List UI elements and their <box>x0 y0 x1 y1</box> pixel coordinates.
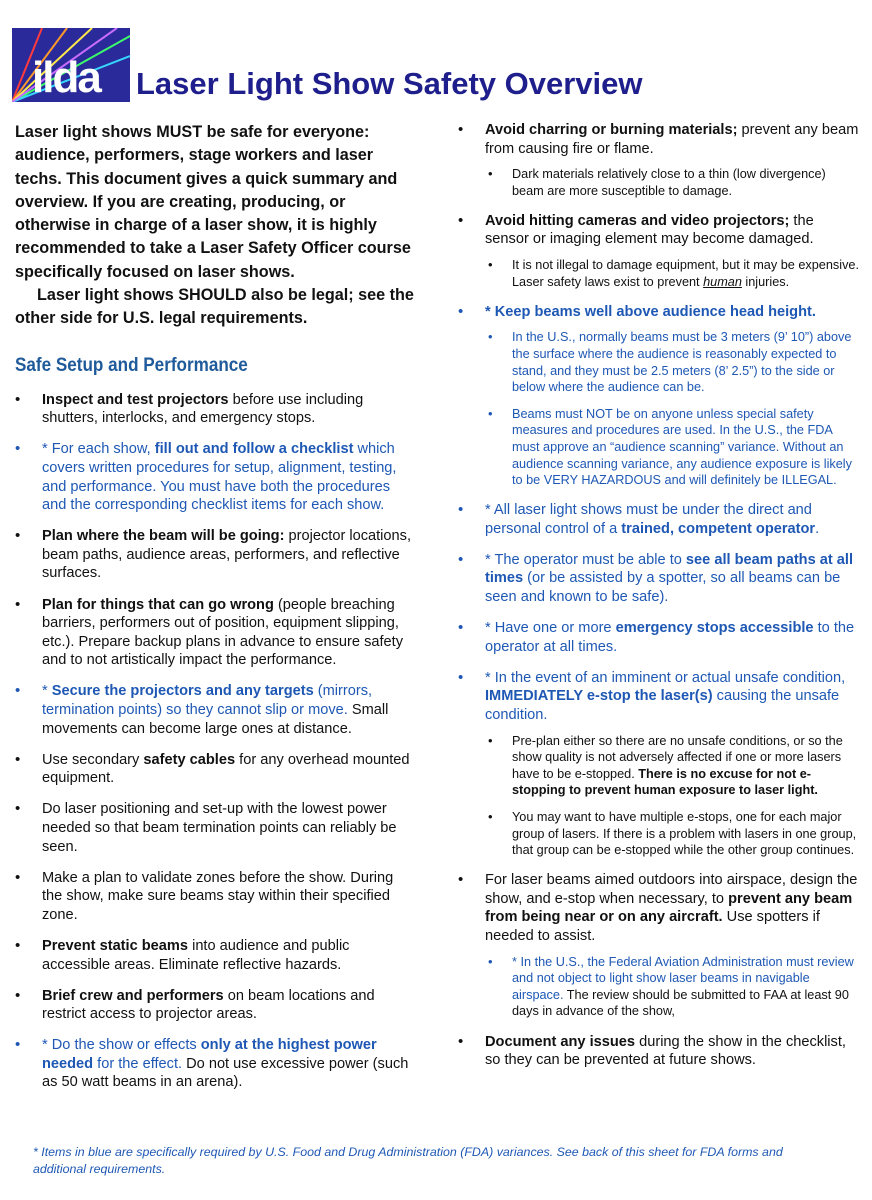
item-text: into audience and public accessible areas. Eliminate reflective hazards. <box>42 937 350 973</box>
item-bold: Plan for things that can go wrong <box>42 596 274 613</box>
item-pre: * For each show, <box>42 441 155 458</box>
item-bold: Inspect and test projectors <box>42 391 229 408</box>
sub-item <box>485 954 860 1020</box>
section-title: Safe Setup and Performance <box>15 354 248 376</box>
item-bold: see all beam paths at all times <box>485 551 854 587</box>
item-pre: * Do the show or effects <box>42 1037 201 1054</box>
list-item <box>458 303 860 489</box>
ilda-logo <box>12 28 130 102</box>
item-text: Do laser positioning and set-up with the lowest power needed so that beam termination points can reliably be seen. <box>42 801 397 855</box>
logo-text: ilda <box>32 53 100 102</box>
item-pre: Use secondary <box>42 751 144 768</box>
sub-text-end: injuries. <box>741 274 790 289</box>
list-item <box>458 619 860 656</box>
left-column <box>15 121 415 1105</box>
item-text: projector locations, beam paths, audience areas, performers, and reflective surfaces. <box>42 528 412 582</box>
item-bold: safety cables <box>143 751 236 768</box>
item-bold: Prevent static beams <box>42 937 189 954</box>
sub-item <box>485 733 860 799</box>
intro-paragraph-1: Laser light shows MUST be safe for everyone: audience, performers, stage workers and laser techs. This document gives a quick summary and overview. If you are creating, producing, or otherwise in charge of a laser show, it is highly recommended to take a Laser Safety Officer course specifically focused on laser shows. <box>15 123 411 281</box>
item-bold: Avoid charring or burning materials; <box>485 122 738 138</box>
sub-list <box>485 166 860 199</box>
sub-text-dark: The review should be submitted to FAA at least 90 days in advance of the show, <box>512 987 849 1019</box>
item-text: prevent any beam from causing fire or flame. <box>485 122 859 157</box>
list-item <box>15 596 415 670</box>
page-title: Laser Light Show Safety Overview <box>136 66 643 101</box>
sub-item: • You may want to have multiple e-stops, one for each major group of lasers. If there is a problem with lasers in one group, that group can be e-stopped while the other group continues. <box>485 809 860 859</box>
item-text: on beam locations and restrict access to projector areas. <box>42 987 375 1023</box>
item-bold: Brief crew and performers <box>42 987 224 1004</box>
item-bold: Document any issues <box>485 1033 636 1050</box>
item-pre: * The operator must be able to <box>485 551 686 568</box>
item-text: (people breaching barriers, performers out of position, equipment slipping, etc.). Prepare backup plans in advance to ensure safety and to not artistically impact the performance. <box>42 596 404 669</box>
item-bold: emergency stops accessible <box>615 620 814 637</box>
list-item <box>15 527 415 583</box>
item-text: during the show in the checklist, so they can be prevented at future shows. <box>485 1033 846 1069</box>
item-text: Make a plan to validate zones before the show. During the show, make sure beams stay within their specified zone. <box>42 869 394 923</box>
left-list <box>15 391 415 1092</box>
sub-list <box>485 329 860 488</box>
item-bold: fill out and follow a checklist <box>154 441 354 458</box>
item-text: (or be assisted by a spotter, so all beams can be seen and known to be safe). <box>485 570 841 606</box>
item-text: to the operator at all times. <box>485 620 855 655</box>
item-pre: For laser beams aimed outdoors into airspace, design the show, and e-stop when necessary, to <box>485 872 858 907</box>
item-bold: only at the highest power needed <box>42 1037 377 1072</box>
item-pre: * <box>42 683 52 700</box>
item-text: before use including shutters, interlocks, and emergency stops. <box>42 391 364 427</box>
sub-list <box>485 733 860 859</box>
list-item <box>458 871 860 1020</box>
item-bold: Plan where the beam will be going: <box>42 528 285 545</box>
item-text: (mirrors, termination points) so they cannot slip or move. <box>42 683 373 718</box>
footnote: * Items in blue are specifically required by U.S. Food and Drug Administration (FDA) variances. See back of this sheet for FDA forms and additional requirements. <box>33 1145 783 1176</box>
list-item <box>15 987 415 1024</box>
right-list <box>458 121 860 1070</box>
item-bold: prevent any beam from being near or on any aircraft. <box>485 890 853 926</box>
sub-text-blue: * In the U.S., the Federal Aviation Administration must review and not object to light show laser beams in navigable airspace. <box>512 954 854 1002</box>
list-item <box>15 869 415 925</box>
item-pre: * Have one or more <box>485 620 616 637</box>
item-pre: * All laser light shows must be under the direct and personal control of a <box>485 502 812 537</box>
sub-text: Pre-plan either so there are no unsafe conditions, or so the show quality is not adversely affected if one or more lasers have to be e-stopped. <box>512 733 843 781</box>
sub-item <box>485 257 860 290</box>
list-item <box>458 212 860 290</box>
sub-bold: There is no excuse for not e-stopping to prevent human exposure to laser light. <box>512 766 818 798</box>
list-item <box>458 669 860 859</box>
item-bold: Secure the projectors and any targets <box>51 683 314 700</box>
item-text: causing the unsafe condition. <box>485 688 840 724</box>
list-item <box>458 1033 860 1070</box>
item-bold: * Keep beams well above audience head height. <box>485 303 816 320</box>
list-item <box>458 121 860 199</box>
list-item <box>15 440 415 514</box>
intro-paragraph-2: Laser light shows SHOULD also be legal; see the other side for U.S. legal requirements. <box>15 286 414 328</box>
item-text: which covers written procedures for setup, alignment, testing, and performance. You must have both the procedures and the corresponding checklist items for each show. <box>42 441 397 514</box>
sub-list <box>485 954 860 1020</box>
list-item <box>15 800 415 856</box>
sub-item: • In the U.S., normally beams must be 3 meters (9’ 10”) above the surface where the audience is reasonably expected to stand, and they must be 2.5 meters (8’ 2.5”) to the side or below where the audience can be. <box>485 329 860 395</box>
list-item <box>15 1036 415 1092</box>
list-item <box>15 682 415 738</box>
item-bold: IMMEDIATELY e-stop the laser(s) <box>485 688 713 705</box>
list-item <box>458 551 860 607</box>
item-pre: * In the event of an imminent or actual unsafe condition, <box>485 669 846 686</box>
item-text: Use spotters if needed to assist. <box>485 909 820 945</box>
list-item <box>458 501 860 538</box>
sub-text: It is not illegal to damage equipment, but it may be expensive. Laser safety laws exist to prevent <box>512 258 859 289</box>
sub-emphasis: human <box>703 274 742 289</box>
sub-item: • Beams must NOT be on anyone unless special safety measures and procedures are used. In the U.S., the FDA must approve an “audience scanning” variance. Without an audience scanning variance, any audience exposure is likely to be VERY HAZARDOUS and will definitely be ILLEGAL. <box>485 406 860 489</box>
sub-list <box>485 257 860 290</box>
item-text: the sensor or imaging element may become damaged. <box>485 212 814 248</box>
item-text: for the effect. <box>93 1055 183 1072</box>
header <box>12 28 862 108</box>
right-column <box>458 121 860 1082</box>
item-bold: Avoid hitting cameras and video projectors; <box>485 212 790 229</box>
list-item <box>15 751 415 788</box>
item-bold: trained, competent operator <box>621 520 816 537</box>
item-text: . <box>815 520 820 537</box>
item-dark-text: Small movements can become large ones at distance. <box>42 701 389 737</box>
list-item <box>15 391 415 428</box>
sub-item: • Dark materials relatively close to a thin (low divergence) beam are more susceptible to damage. <box>485 166 860 199</box>
list-item <box>15 937 415 974</box>
item-text: for any overhead mounted equipment. <box>42 751 410 787</box>
item-dark-text: Do not use excessive power (such as 50 watt beams in an arena). <box>42 1055 409 1091</box>
